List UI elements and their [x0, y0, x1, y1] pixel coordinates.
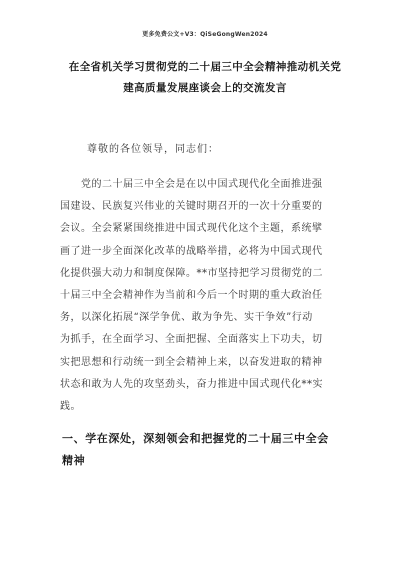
paragraph-line: 国建设、民族复兴伟业的关键时期召开的一次十分重要的	[60, 201, 323, 213]
paragraph-line: 践。	[60, 401, 81, 413]
paragraph-line: 务，以深化拓展“深学争优、敢为争先、实干争效”行动	[60, 312, 313, 324]
document-title	[60, 57, 350, 99]
title-line: 在全省机关学习贯彻党的二十届三中全会精神推动机关党	[68, 61, 342, 73]
paragraph-line: 为抓手，在全面学习、全面把握、全面落实上下功夫，切	[60, 334, 323, 346]
section-heading	[62, 428, 362, 472]
paragraph-line: 会议。全会紧紧围绕推进中国式现代化这个主题，系统擘	[60, 223, 323, 235]
title-line: 建高质量发展座谈会上的交流发言	[123, 82, 287, 94]
salutation: 尊敬的各位领导，同志们：	[87, 144, 219, 155]
body-paragraph	[60, 174, 360, 418]
paragraph-line: 画了进一步全面深化改革的战略举措，必将为中国式现代	[60, 245, 323, 257]
paragraph-line: 化提供强大动力和制度保障。**市坚持把学习贯彻党的二	[60, 267, 323, 279]
paragraph-line: 党的二十届三中全会是在以中国式现代化全面推进强	[60, 179, 323, 190]
paragraph-line: 实把思想和行动统一到全会精神上来，以奋发进取的精神	[60, 356, 323, 368]
heading-line: 精神	[62, 454, 86, 467]
paragraph-line: 十届三中全会精神作为当前和今后一个时期的重大政治任	[60, 290, 323, 302]
header-note: 更多免费公文+V3：QiSeGongWen2024	[142, 31, 268, 38]
paragraph-line: 状态和敢为人先的攻坚劲头，奋力推进中国式现代化**实	[60, 378, 323, 390]
heading-line: 一、学在深处，深刻领会和把握党的二十届三中全会	[62, 432, 329, 445]
